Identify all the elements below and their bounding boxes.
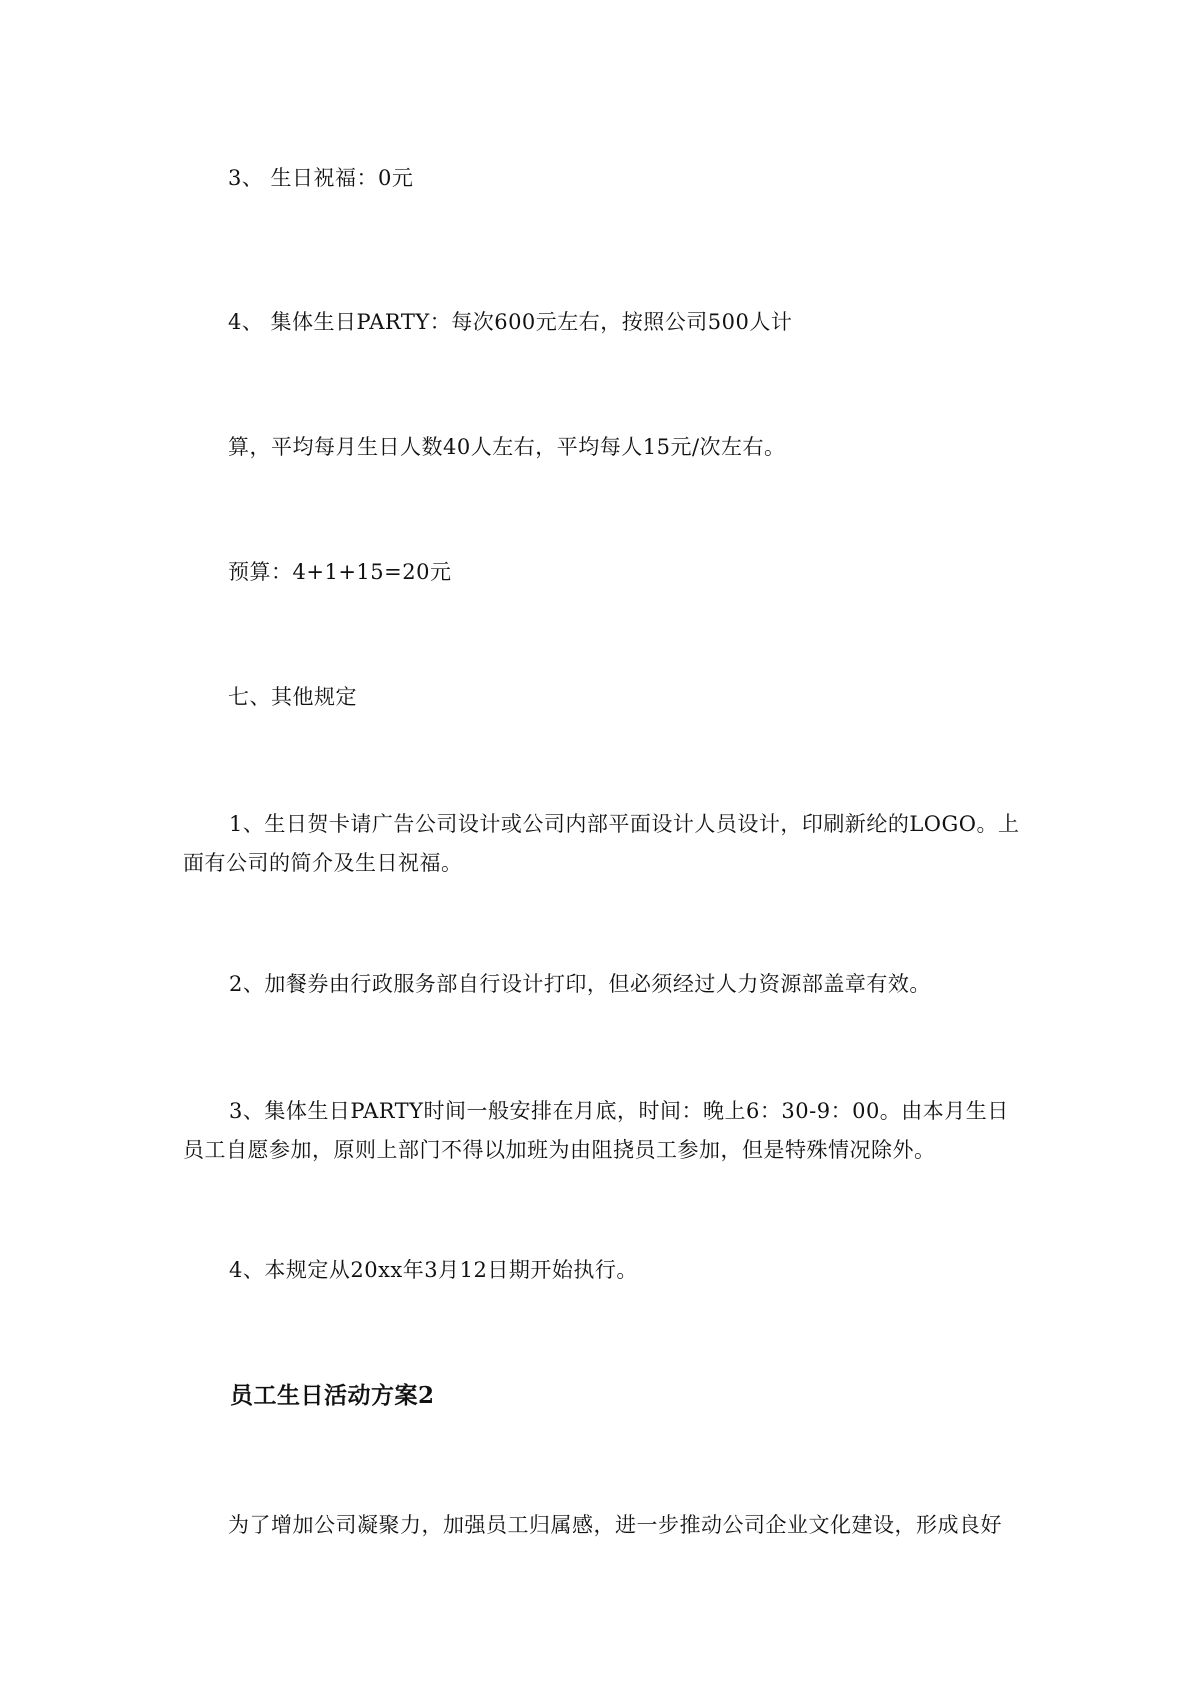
budget-item-birthday-party-line1: 4、 集体生日PARTY：每次600元左右，按照公司500人计 bbox=[228, 310, 793, 334]
section-heading-plan-2: 员工生日活动方案2 bbox=[230, 1382, 435, 1409]
budget-item-birthday-party-line2: 算，平均每月生日人数40人左右，平均每人15元/次左右。 bbox=[228, 435, 786, 459]
rule-item-1 bbox=[183, 805, 1025, 883]
rule-text: 2、加餐券由行政服务部自行设计打印，但必须经过人力资源部盖章有效。 bbox=[229, 972, 931, 996]
rule-text: 1、生日贺卡请广告公司设计或公司内部平面设计人员设计，印刷新纶的LOGO。上面有公司的简介及生日祝福。 bbox=[183, 812, 1020, 875]
plan-2-intro: 为了增加公司凝聚力，加强员工归属感，进一步推动公司企业文化建设，形成良好 bbox=[228, 1513, 1002, 1537]
rule-item-4 bbox=[183, 1251, 1025, 1290]
rule-item-2 bbox=[183, 965, 1025, 1004]
budget-item-birthday-wish: 3、 生日祝福：0元 bbox=[228, 166, 414, 190]
budget-total: 预算：4+1+15=20元 bbox=[228, 560, 452, 584]
rule-item-3 bbox=[183, 1092, 1025, 1170]
section-title-other-rules: 七、其他规定 bbox=[228, 685, 357, 709]
rule-text: 3、集体生日PARTY时间一般安排在月底，时间：晚上6：30-9：00。由本月生日员工自愿参加，原则上部门不得以加班为由阻挠员工参加，但是特殊情况除外。 bbox=[183, 1099, 1009, 1162]
rule-text: 4、本规定从20xx年3月12日期开始执行。 bbox=[229, 1258, 638, 1282]
